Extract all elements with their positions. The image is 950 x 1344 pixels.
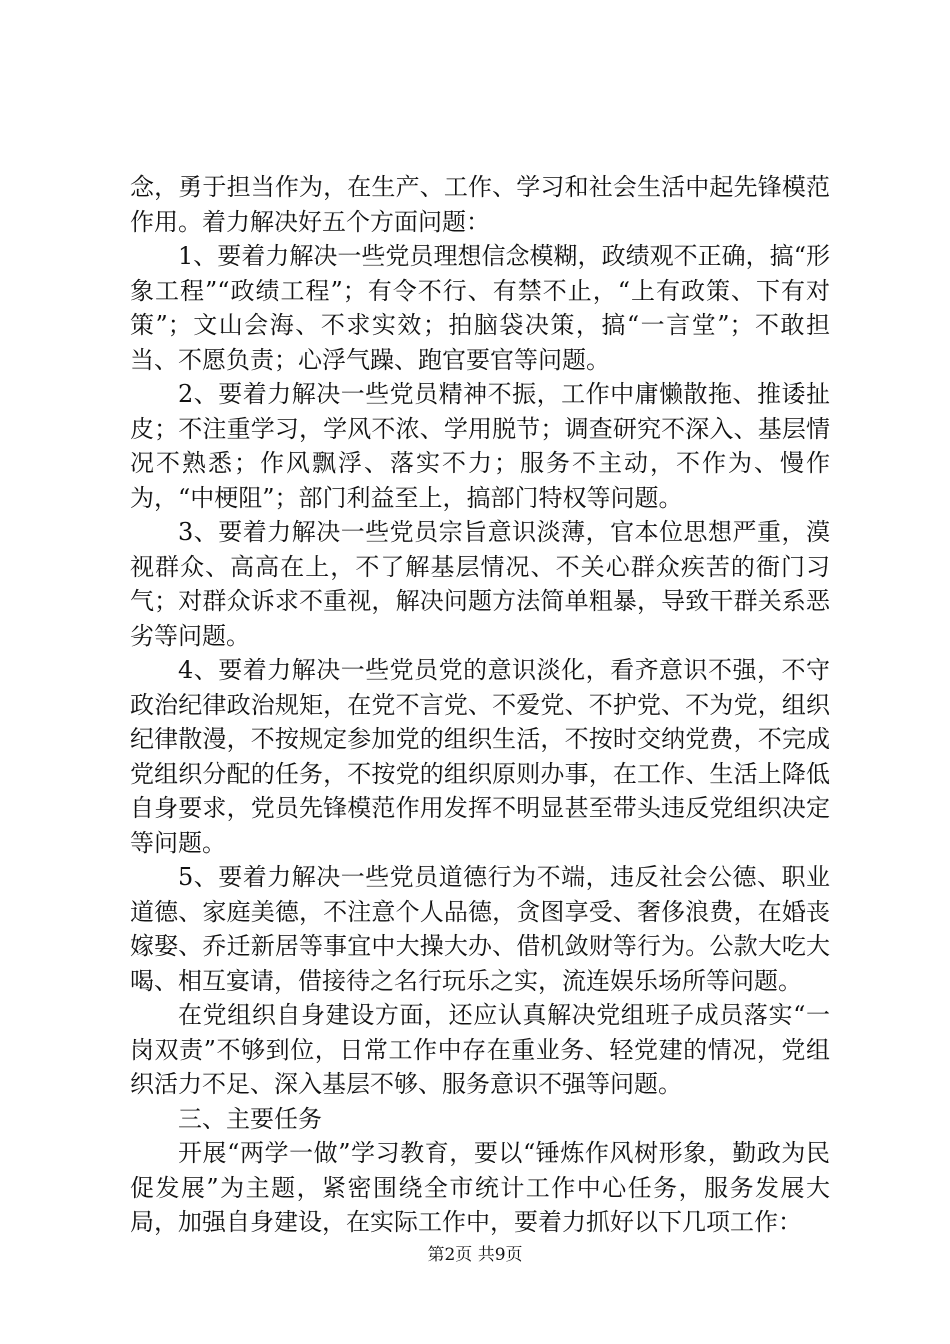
- paragraph-main-tasks: 开展“两学一做”学习教育，要以“锤炼作风树形象，勤政为民促发展”为主题，紧密围绕全市统计工作中心任务，服务发展大局，加强自身建设，在实际工作中，要着力抓好以下几项工作：: [130, 1139, 830, 1236]
- paragraph-problem-4: 4、要着力解决一些党员党的意识淡化，看齐意识不强，不守政治纪律政治规矩，在党不言党、不爱党、不护党、不为党，组织纪律散漫，不按规定参加党的组织生活，不按时交纳党费，不完成党组织分配的任务，不按党的组织原则办事，在工作、生活上降低自身要求，党员先锋模范作用发挥不明显甚至带头违反党组织决定等问题。: [130, 656, 830, 857]
- paragraph-problem-2: 2、要着力解决一些党员精神不振，工作中庸懒散拖、推诿扯皮；不注重学习，学风不浓、学用脱节；调查研究不深入、基层情况不熟悉；作风飘浮、落实不力；服务不主动，不作为、慢作为，“中梗阻”；部门利益至上，搞部门特权等问题。: [130, 380, 830, 512]
- document-body: [130, 170, 830, 1240]
- paragraph-problem-1: 1、要着力解决一些党员理想信念模糊，政绩观不正确，搞“形象工程”“政绩工程”；有令不行、有禁不止，“上有政策、下有对策”；文山会海、不求实效；拍脑袋决策，搞“一言堂”；不敢担当、不愿负责；心浮气躁、跑官要官等问题。: [130, 242, 830, 374]
- paragraph-problem-5: 5、要着力解决一些党员道德行为不端，违反社会公德、职业道德、家庭美德，不注意个人品德，贪图享受、奢侈浪费，在婚丧嫁娶、乔迁新居等事宜中大操大办、借机敛财等行为。公款大吃大喝、相互宴请，借接待之名行玩乐之实，流连娱乐场所等问题。: [130, 863, 830, 995]
- paragraph-party-building: 在党组织自身建设方面，还应认真解决党组班子成员落实“一岗双责”不够到位，日常工作中存在重业务、轻党建的情况，党组织活力不足、深入基层不够、服务意识不强等问题。: [130, 1001, 830, 1098]
- paragraph-problem-3: 3、要着力解决一些党员宗旨意识淡薄，官本位思想严重，漠视群众、高高在上，不了解基层情况、不关心群众疾苦的衙门习气；对群众诉求不重视，解决问题方法简单粗暴，导致干群关系恶劣等问题。: [130, 518, 830, 650]
- page-number-footer: 第2页 共9页: [427, 1245, 523, 1265]
- paragraph-continuation: 念，勇于担当作为，在生产、工作、学习和社会生活中起先锋模范作用。着力解决好五个方面问题：: [130, 173, 830, 236]
- section-heading-main-tasks: 三、主要任务: [178, 1104, 322, 1133]
